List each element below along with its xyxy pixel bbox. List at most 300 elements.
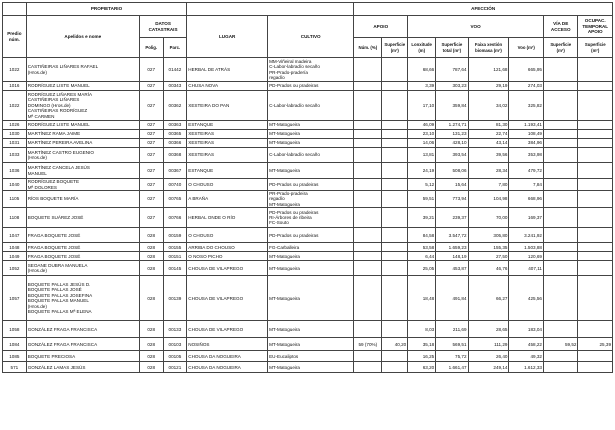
header-parc: Parc. [163, 38, 187, 58]
header-apoio: APOIO [354, 16, 408, 38]
cell-parc: 00368 [163, 148, 187, 163]
cell-nome: MARTÍNEZ CANCELA JESÚS MANUEL [26, 163, 139, 179]
cell-lugar: O NOSO PICHO [187, 252, 268, 261]
cell-superficie [382, 121, 408, 130]
cell-faixa: 7,80 [468, 179, 509, 191]
table-row [3, 163, 613, 179]
header-superficie: Superficie (m²) [382, 38, 408, 58]
cell-superficie [382, 163, 408, 179]
cell-lonxitude: 17,10 [408, 91, 436, 121]
cell-nome: MARTÍNEZ CASTRO EUGENIO (Hros.de) [26, 148, 139, 163]
cell-parc: 00343 [163, 82, 187, 91]
cell-superficie [382, 148, 408, 163]
cell-num [354, 163, 382, 179]
cell-ocup [578, 243, 613, 252]
cell-ocup [578, 191, 613, 208]
cell-voo: 169,37 [509, 208, 543, 228]
table-row [3, 228, 613, 243]
cell-nome: GONZÁLEZ LAMAS JESÚS [26, 362, 139, 373]
cell-faixa: 39,56 [468, 148, 509, 163]
cell-predio: 1030 [3, 130, 27, 139]
cell-superficie-total: 75,72 [436, 351, 468, 362]
cell-ocup [578, 148, 613, 163]
cell-num [354, 148, 382, 163]
cell-superficie-total: 569,51 [436, 338, 468, 351]
cell-lugar: ARRIBA DO CHOUSO [187, 243, 268, 252]
cell-superficie-total: 773,94 [436, 191, 468, 208]
cell-lugar: HERBAL DE ATRÁS [187, 58, 268, 82]
cell-polig: 027 [139, 82, 163, 91]
cell-ocup [578, 130, 613, 139]
cell-superficie-total: 787,64 [436, 58, 468, 82]
cell-superficie-total: 393,54 [436, 148, 468, 163]
cell-cultivo: PD-Prados ou pradeiras [268, 179, 354, 191]
cell-num [354, 261, 382, 276]
cell-lugar: NOSIÑOS [187, 338, 268, 351]
cell-lonxitude: 24,19 [408, 163, 436, 179]
cell-predio: 571 [3, 362, 27, 373]
cell-polig: 028 [139, 276, 163, 321]
cell-lonxitude: 35,18 [408, 338, 436, 351]
cell-parc: 00366 [163, 139, 187, 148]
cell-superficie [382, 91, 408, 121]
cell-num [354, 228, 382, 243]
header-voo: VOO [408, 16, 544, 38]
cell-predio: 1033 [3, 148, 27, 163]
cell-superficie [382, 243, 408, 252]
cell-predio: 1052 [3, 261, 27, 276]
cell-lonxitude: 13,81 [408, 148, 436, 163]
cell-superficie-total: 148,19 [436, 252, 468, 261]
cell-faixa: 34,02 [468, 91, 509, 121]
cell-via [543, 276, 577, 321]
cell-lugar: CHUSA NOVA [187, 82, 268, 91]
cell-superficie [382, 276, 408, 321]
cell-polig: 027 [139, 208, 163, 228]
cell-via [543, 163, 577, 179]
header-blank [3, 3, 27, 16]
cell-superficie-total: 491,84 [436, 276, 468, 321]
cell-ocup [578, 121, 613, 130]
cell-lugar: ESTANQUE [187, 121, 268, 130]
cell-via [543, 139, 577, 148]
header-blank-2 [187, 3, 354, 16]
cell-superficie-total: 211,69 [436, 321, 468, 338]
cell-polig: 027 [139, 130, 163, 139]
cell-parc: 00133 [163, 321, 187, 338]
cell-polig: 027 [139, 179, 163, 191]
cell-voo: 108,49 [509, 130, 543, 139]
cell-lugar: ESTANQUE [187, 163, 268, 179]
cell-lonxitude: 5,12 [408, 179, 436, 191]
header-superficie-ocup: Superficie (m²) [578, 38, 613, 58]
cell-lugar: HERBAL ONDE O RÍO [187, 208, 268, 228]
cell-polig: 027 [139, 139, 163, 148]
cell-superficie [382, 58, 408, 82]
header-datos-catastrais: DATOS CATASTRAIS [139, 16, 186, 38]
cell-nome: FRAGA BOQUETE JOSÉ [26, 252, 139, 261]
cell-num [354, 191, 382, 208]
cell-via [543, 58, 577, 82]
cell-via [543, 228, 577, 243]
cell-faixa: 29,19 [468, 82, 509, 91]
cell-predio: 1040 [3, 179, 27, 191]
table-row [3, 82, 613, 91]
cell-voo: 120,69 [509, 252, 543, 261]
cell-voo: 3.241,92 [509, 228, 543, 243]
table-row [3, 191, 613, 208]
table-row [3, 276, 613, 321]
cell-num [354, 58, 382, 82]
cell-via [543, 179, 577, 191]
cell-superficie-total: 359,84 [436, 91, 468, 121]
cell-superficie-total: 131,23 [436, 130, 468, 139]
table-row [3, 179, 613, 191]
cell-voo: 1.612,33 [509, 362, 543, 373]
cell-via [543, 321, 577, 338]
header-superficie-via: Superficie (m²) [543, 38, 577, 58]
cell-superficie-total: 428,10 [436, 139, 468, 148]
table-row [3, 208, 613, 228]
cell-predio: 1105 [3, 191, 27, 208]
cell-voo: 325,82 [509, 91, 543, 121]
cell-predio: 1047 [3, 228, 27, 243]
cell-polig: 028 [139, 362, 163, 373]
cell-polig: 028 [139, 243, 163, 252]
cell-predio: 1022 [3, 91, 27, 121]
cell-num [354, 321, 382, 338]
cell-num [354, 91, 382, 121]
cell-ocup [578, 228, 613, 243]
cell-lugar: CHOUSA DE VILAPREGO [187, 261, 268, 276]
cell-voo: 1.193,41 [509, 121, 543, 130]
cell-polig: 028 [139, 228, 163, 243]
cell-parc: 00121 [163, 362, 187, 373]
cell-superficie [382, 228, 408, 243]
cell-cultivo: MT-Matogueira [268, 163, 354, 179]
cell-faixa: 27,50 [468, 252, 509, 261]
cell-nome: FRAGA BOQUETE JOSÉ [26, 243, 139, 252]
cell-ocup [578, 362, 613, 373]
cell-num: 59 (70%) [354, 338, 382, 351]
cell-voo: 1.503,88 [509, 243, 543, 252]
cell-faixa: 249,14 [468, 362, 509, 373]
cell-parc: 00155 [163, 243, 187, 252]
table-row [3, 321, 613, 338]
cell-superficie-total: 239,37 [436, 208, 468, 228]
table-row [3, 91, 613, 121]
cell-via [543, 208, 577, 228]
cell-polig: 028 [139, 351, 163, 362]
cell-voo: 183,04 [509, 321, 543, 338]
header-num: Núm. (%) [354, 38, 382, 58]
cell-predio: 1022 [3, 58, 27, 82]
cell-nome: FRAGA BOQUETE JOSÉ [26, 228, 139, 243]
cell-lugar: CHOUSA DE VILAPREGO [187, 321, 268, 338]
cell-cultivo: MT-Matogueira [268, 362, 354, 373]
header-voo-m2: Voo (m²) [509, 38, 543, 58]
cell-predio: 1057 [3, 276, 27, 321]
cell-ocup [578, 91, 613, 121]
cell-parc: 00740 [163, 179, 187, 191]
cell-lonxitude: 63,20 [408, 362, 436, 373]
cell-cultivo: PD-Prados ou pradeiras [268, 82, 354, 91]
table-row [3, 252, 613, 261]
cell-nome: RODRÍGUEZ LISTE MANUEL [26, 82, 139, 91]
cell-via [543, 130, 577, 139]
cell-parc: 00362 [163, 91, 187, 121]
cell-lonxitude: 16,25 [408, 351, 436, 362]
cell-superficie [382, 261, 408, 276]
cell-cultivo: MT-Matogueira [268, 321, 354, 338]
cell-cultivo: PD-Prados ou pradeiras [268, 228, 354, 243]
header-lonxitude: Lonxitude (m) [408, 38, 436, 58]
cell-via [543, 191, 577, 208]
cell-lugar: CHOUSA DE VILAPREGO [187, 276, 268, 321]
cell-nome: MARTÍNEZ PEREIRA AVELINA [26, 139, 139, 148]
table-row [3, 243, 613, 252]
cell-parc: 00363 [163, 121, 187, 130]
table-row [3, 139, 613, 148]
header-superficie-total: Superficie total (m²) [436, 38, 468, 58]
cell-ocup [578, 58, 613, 82]
cell-voo: 7,84 [509, 179, 543, 191]
header-propietario: PROPIETARIO [26, 3, 187, 16]
cell-cultivo: C-Labor-labradío secaño [268, 91, 354, 121]
cell-superficie [382, 191, 408, 208]
cell-polig: 027 [139, 58, 163, 82]
cell-ocup [578, 252, 613, 261]
cell-nome: RODRÍGUEZ LIÑARES MARÍA CASTIÑEIRAS LIÑARES DOMINGO (Hros.de) CASTIÑEIRAS RODRÍGUEZ Mª CARMEN [26, 91, 139, 121]
cell-ocup [578, 179, 613, 191]
cell-parc: 00139 [163, 276, 187, 321]
cell-voo: 407,11 [509, 261, 543, 276]
cell-polig: 027 [139, 163, 163, 179]
header-via-acceso: VÍA DE ACCESO [543, 16, 577, 38]
cell-num [354, 208, 382, 228]
cell-lonxitude: 46,09 [408, 121, 436, 130]
cell-superficie [382, 351, 408, 362]
cell-parc: 00145 [163, 261, 187, 276]
cell-faixa: 28,34 [468, 163, 509, 179]
cell-predio: 1108 [3, 208, 27, 228]
table-row [3, 58, 613, 82]
cell-superficie-total: 1.659,23 [436, 243, 468, 252]
cell-superficie [382, 130, 408, 139]
cell-parc: 00365 [163, 130, 187, 139]
header-lugar: LUGAR [187, 16, 268, 58]
cell-parc: 01442 [163, 58, 187, 82]
cell-lugar: XESTEIRA DO PAN [187, 91, 268, 121]
cell-via [543, 148, 577, 163]
cell-cultivo: C-Labor-labradío secaño [268, 148, 354, 163]
cell-faixa: 104,98 [468, 191, 509, 208]
cell-faixa: 26,40 [468, 351, 509, 362]
cell-voo: 353,98 [509, 148, 543, 163]
cell-polig: 027 [139, 148, 163, 163]
cell-superficie [382, 208, 408, 228]
cell-ocup [578, 208, 613, 228]
cell-via: 59,52 [543, 338, 577, 351]
cell-via [543, 362, 577, 373]
cell-superficie [382, 321, 408, 338]
cell-lugar: CHOUSA DA NOGUEIRA [187, 351, 268, 362]
table-row [3, 121, 613, 130]
cell-polig: 028 [139, 252, 163, 261]
cell-lonxitude: 84,58 [408, 228, 436, 243]
cell-lonxitude: 25,05 [408, 261, 436, 276]
cell-lonxitude: 68,66 [408, 58, 436, 82]
cell-num [354, 252, 382, 261]
cell-superficie-total: 508,06 [436, 163, 468, 179]
cell-polig: 027 [139, 191, 163, 208]
cell-nome: CASTIÑEIRAS LIÑARES RAFAEL (Hros.de) [26, 58, 139, 82]
table-row [3, 351, 613, 362]
cell-faixa: 155,35 [468, 243, 509, 252]
cell-faixa: 111,29 [468, 338, 509, 351]
cell-nome: GONZÁLEZ FRAGA FRANCISCA [26, 338, 139, 351]
cell-ocup [578, 321, 613, 338]
cell-predio: 1031 [3, 139, 27, 148]
cell-faixa: 305,80 [468, 228, 509, 243]
cell-lonxitude: 8,03 [408, 321, 436, 338]
cell-via [543, 91, 577, 121]
cell-cultivo: PR-Prado-pradeira regadío MT-Matogueira [268, 191, 354, 208]
cell-superficie [382, 139, 408, 148]
cell-voo: 384,96 [509, 139, 543, 148]
cell-via [543, 261, 577, 276]
cell-via [543, 252, 577, 261]
cell-parc: 00765 [163, 191, 187, 208]
cell-parc: 00766 [163, 208, 187, 228]
table-row [3, 362, 613, 373]
table-body [3, 58, 613, 373]
cell-ocup [578, 163, 613, 179]
cell-via [543, 82, 577, 91]
cell-voo: 425,56 [509, 276, 543, 321]
cell-faixa: 70,00 [468, 208, 509, 228]
cell-parc: 00103 [163, 338, 187, 351]
cell-parc: 00151 [163, 252, 187, 261]
cell-cultivo: EU-Eucaliptos [268, 351, 354, 362]
cell-voo: 274,03 [509, 82, 543, 91]
cell-ocup [578, 276, 613, 321]
cell-ocup: 25,39 [578, 338, 613, 351]
cell-polig: 027 [139, 121, 163, 130]
cell-faixa: 28,65 [468, 321, 509, 338]
cell-voo: 665,95 [509, 58, 543, 82]
cell-cultivo: MT-Matogueira [268, 130, 354, 139]
header-predio: Predio núm. [3, 16, 27, 58]
cell-via [543, 121, 577, 130]
cell-lugar: XESTEIRAS [187, 139, 268, 148]
cell-superficie: 40,20 [382, 338, 408, 351]
cell-faixa: 121,68 [468, 58, 509, 82]
cell-lonxitude: 53,58 [408, 243, 436, 252]
table-row [3, 261, 613, 276]
cell-nome: GONZÁLEZ FRAGA FRANCISCA [26, 321, 139, 338]
cell-superficie [382, 82, 408, 91]
cell-lugar: XESTEIRAS [187, 148, 268, 163]
cell-predio: 1058 [3, 321, 27, 338]
cell-superficie-total: 15,64 [436, 179, 468, 191]
cell-parc: 00159 [163, 228, 187, 243]
header-ocupacion: OCUPAC. TEMPORAL APOIO [578, 16, 613, 38]
cell-polig: 027 [139, 91, 163, 121]
cell-num [354, 351, 382, 362]
cell-num [354, 130, 382, 139]
cell-num [354, 362, 382, 373]
cell-via [543, 351, 577, 362]
cell-num [354, 276, 382, 321]
cell-num [354, 121, 382, 130]
table-row [3, 338, 613, 351]
cell-lugar: O CHOUSO [187, 228, 268, 243]
cell-faixa: 22,74 [468, 130, 509, 139]
cell-cultivo: MT-Matogueira [268, 252, 354, 261]
cell-superficie [382, 179, 408, 191]
cell-nome: MARTÍNEZ RAMA JAIME [26, 130, 139, 139]
cell-nome: RODRÍGUEZ LISTE MANUEL [26, 121, 139, 130]
cell-cultivo: FG-Carballeira [268, 243, 354, 252]
cell-superficie-total: 303,23 [436, 82, 468, 91]
cell-via [543, 243, 577, 252]
header-polig: Polig. [139, 38, 163, 58]
cell-polig: 028 [139, 321, 163, 338]
cell-lonxitude: 6,44 [408, 252, 436, 261]
cell-ocup [578, 261, 613, 276]
cell-num [354, 139, 382, 148]
affection-table [2, 2, 613, 373]
cell-num [354, 179, 382, 191]
cell-superficie-total: 3.547,72 [436, 228, 468, 243]
cell-predio: 1085 [3, 351, 27, 362]
cell-nome: BOQUETE SUÁREZ JOSÉ [26, 208, 139, 228]
cell-ocup [578, 139, 613, 148]
cell-predio: 1048 [3, 243, 27, 252]
header-cultivo: CULTIVO [268, 16, 354, 58]
cell-lonxitude: 39,21 [408, 208, 436, 228]
cell-nome: SEOANE DUBRA MANUELA (Hros.de) [26, 261, 139, 276]
cell-nome: BOQUETE PRECIOSA [26, 351, 139, 362]
cell-faixa: 46,76 [468, 261, 509, 276]
cell-nome: RÍOS BOQUETE MARÍA [26, 191, 139, 208]
cell-predio: 1036 [3, 163, 27, 179]
cell-ocup [578, 82, 613, 91]
cell-predio: 1026 [3, 121, 27, 130]
cell-superficie-total: 1.274,71 [436, 121, 468, 130]
cell-predio: 1084 [3, 338, 27, 351]
cell-predio: 1049 [3, 252, 27, 261]
cell-ocup [578, 351, 613, 362]
cell-superficie [382, 252, 408, 261]
cell-cultivo: MT-Matogueira [268, 121, 354, 130]
table-row [3, 148, 613, 163]
cell-cultivo: MT-Matogueira [268, 261, 354, 276]
cell-lonxitude: 3,39 [408, 82, 436, 91]
cell-parc: 00367 [163, 163, 187, 179]
cell-lonxitude: 18,48 [408, 276, 436, 321]
cell-num [354, 243, 382, 252]
cell-cultivo: MT-Matogueira [268, 338, 354, 351]
cell-nome: RODRÍGUEZ BOQUETE Mª DOLORES [26, 179, 139, 191]
cell-cultivo: MT-Matogueira [268, 276, 354, 321]
cell-predio: 1016 [3, 82, 27, 91]
cell-superficie-total: 453,87 [436, 261, 468, 276]
cell-cultivo: MM-Viñeiral madeira C-Labor-labradío secaño PR-Prado-pradería regadío [268, 58, 354, 82]
cell-superficie-total: 1.661,47 [436, 362, 468, 373]
cell-voo: 458,22 [509, 338, 543, 351]
